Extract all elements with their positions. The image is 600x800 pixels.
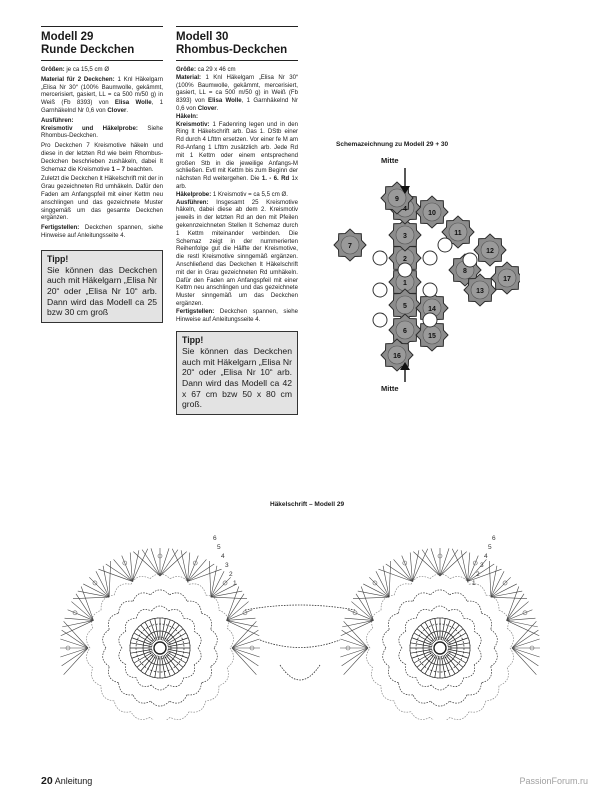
- chain-arc: [450, 712, 469, 720]
- chain-arc: [366, 628, 372, 648]
- chain-arc: [416, 678, 431, 687]
- stitch-top: [181, 665, 185, 670]
- fan-stitch: [160, 550, 178, 576]
- chain-arc: [133, 593, 151, 601]
- chain-arc: [399, 632, 406, 649]
- stitch-top: [181, 626, 185, 631]
- fertigstellen-line: Fertigstellen: Deckchen spannen, siehe Hinweise auf Anleitungsseite 4.: [41, 224, 163, 239]
- chain-arc: [449, 695, 467, 703]
- chain-arc: [491, 648, 498, 667]
- tipp-box-30: [176, 331, 298, 415]
- chain-arc: [103, 648, 110, 667]
- stitch: [168, 649, 190, 653]
- stitch: [168, 643, 190, 647]
- fan-stitch: [452, 549, 467, 582]
- chain-arc: [432, 606, 449, 611]
- motif-ring: [429, 637, 451, 659]
- chain-arc: [189, 701, 206, 712]
- chain-arc: [187, 601, 201, 613]
- connector-ring: [423, 283, 437, 297]
- schema-number-14: 14: [428, 306, 436, 313]
- stitch-top: [415, 665, 419, 670]
- chain-arc: [86, 648, 92, 668]
- material-line: Material: 1 Knl Häkelgarn „Elisa Nr 30“ (100% Baumwolle, gekämmt, mercerisiert, gasiert, LL = ca 500 m/50 g) in Weiß (Fb 8393) von Elisa Wolle, 1 Garnhäkelnd Nr 0,6 von Clover.: [176, 73, 298, 112]
- chain-arc: [219, 668, 229, 686]
- kreismotiv-line: Kreismotiv: 1 Fadenring legen und in den Ring lt Häkelschrift arb. Das 1. DStb einer Rd durch 4 Lfttm ersetzen. Vor einer fe M am Rd-Anfang 1 Lfttm zusätzlich arb. Jede Rd mit 1 Kettm oder einem entsprechend großen Stb in die jeweilige Anfangs-M schließen. Evtl mit Kettm bis zum Beginn der nächsten Rd weitergehen. Die 1. - 6. Rd 1x arb.: [176, 120, 298, 190]
- round-label: 2: [229, 571, 233, 578]
- chain-arc: [474, 648, 481, 665]
- fan-stitch: [342, 630, 368, 648]
- schema-number-6: 6: [403, 328, 407, 335]
- tipp-text: Sie können das Deckchen auch mit Häkelgarn „Elisa Nr 20“ oder „Elisa Nr 10“ arb. Dann wird das Modell ca 25 bzw 30 cm groß: [47, 264, 157, 318]
- fan-stitch: [61, 620, 94, 635]
- chain-arc: [431, 701, 450, 706]
- stitch: [155, 618, 159, 640]
- fan-stitch: [422, 550, 440, 576]
- fan-stitch: [96, 571, 109, 597]
- chain-arc: [169, 593, 187, 601]
- mitte-bottom-label: Mitte: [381, 384, 399, 393]
- round-label: 2: [476, 571, 480, 578]
- schema-number-11: 11: [454, 230, 462, 237]
- schema-number-2: 2: [403, 256, 407, 263]
- motif-ring: [154, 642, 166, 654]
- chain-arc: [464, 665, 475, 678]
- chain-arc: [187, 683, 201, 695]
- rule: [176, 26, 298, 27]
- material-line: Material für 2 Deckchen: 1 Knl Häkelgarn „Elisa Nr 30“ (100% Baumwolle, gekämmt, mercerisiert, gasiert, LL = ca 500 m/50 g) in Weiß (Fb 8393) von Elisa Wolle, 1 Garnhäkelnd Nr 0,6 von Clover.: [41, 75, 164, 114]
- chain-arc: [184, 665, 195, 678]
- schema-number-4: 4: [403, 206, 407, 213]
- chain-arc: [108, 613, 118, 629]
- stitch-top: [457, 669, 462, 673]
- stitch-top: [135, 626, 139, 631]
- page-footer: [41, 775, 92, 787]
- tipp-title: Tipp!: [47, 253, 69, 264]
- schema-number-15: 15: [428, 333, 436, 340]
- chain-arc: [125, 618, 136, 631]
- stitch-top: [422, 672, 427, 675]
- rule: [41, 26, 163, 27]
- chain-arc: [201, 667, 211, 683]
- stitch: [161, 618, 165, 640]
- chain-arc: [211, 648, 218, 667]
- model-29-title: [41, 29, 163, 61]
- stitch: [448, 643, 470, 647]
- chain-arc: [103, 630, 110, 649]
- fan-stitch: [342, 648, 368, 666]
- schema-title: Schemazeichnung zu Modell 29 + 30: [336, 141, 449, 148]
- chain-arc: [194, 632, 201, 649]
- chain-arc: [394, 701, 411, 712]
- fan-stitch: [62, 630, 88, 648]
- chain-arc: [399, 648, 406, 665]
- chain-arc: [136, 678, 151, 687]
- pro-deckchen-line: Pro Deckchen 7 Kreismotive häkeln und diese in der letzten Rd wie beim Rhombus-Deckchen beschrieben zushäkeln, dabei lt Schemaz die Kreismotive 1 – 7 beachten.: [41, 142, 163, 173]
- chain-arc: [152, 685, 169, 690]
- chain-arc: [432, 685, 449, 690]
- joining-arc: [260, 640, 340, 648]
- stitch: [161, 656, 165, 678]
- fertigstellen-line: Fertigstellen: Deckchen spannen, siehe Hinweise auf Anleitungsseite 4.: [176, 307, 298, 323]
- round-label: 4: [221, 553, 225, 560]
- fan-stitch: [172, 549, 187, 582]
- stitch-top: [133, 660, 136, 665]
- stitch-top: [142, 621, 147, 624]
- round-label: 5: [488, 544, 492, 551]
- stitch: [130, 649, 152, 653]
- chain-arc: [449, 609, 464, 618]
- chain-arc: [449, 593, 467, 601]
- stitch-top: [464, 630, 467, 635]
- haekelprobe-line: Häkelprobe: 1 Kreismotiv = ca 5,5 cm Ø.: [176, 190, 288, 198]
- fan-stitch: [132, 550, 138, 581]
- fan-stitch: [412, 550, 418, 581]
- chain-arc: [114, 701, 131, 712]
- chain-arc: [381, 686, 394, 701]
- round-label: 1: [472, 580, 476, 587]
- stitch-top: [452, 621, 457, 624]
- fan-stitch: [507, 620, 540, 635]
- stitch: [410, 649, 432, 653]
- model-30-subheading: Rhombus-Deckchen: [176, 44, 288, 56]
- chain-arc: [507, 628, 513, 648]
- connector-ring: [463, 253, 477, 267]
- chain-arc: [211, 630, 218, 649]
- groesse-line: Größe: ca 29 x 46 cm: [176, 66, 236, 73]
- fan-stitch: [83, 584, 109, 597]
- stitch: [155, 656, 159, 678]
- chain-arc: [474, 632, 481, 649]
- round-label: 3: [225, 562, 229, 569]
- chain-arc: [372, 668, 382, 686]
- chain-arc: [119, 648, 126, 665]
- fan-stitch: [376, 571, 389, 597]
- round-label: 3: [480, 562, 484, 569]
- chain-arc: [416, 609, 431, 618]
- stitch-top: [184, 660, 187, 665]
- round-label: 1: [233, 580, 237, 587]
- fan-stitch: [440, 550, 458, 576]
- fan-stitch: [227, 620, 260, 635]
- chain-arc: [449, 678, 464, 687]
- chain-arc: [131, 576, 150, 584]
- chain-arc: [131, 712, 150, 720]
- tipp-box-29: [41, 250, 163, 323]
- stitch-top: [461, 626, 465, 631]
- fan-stitch: [211, 571, 224, 597]
- fan-stitch: [461, 550, 467, 581]
- chain-arc: [101, 686, 114, 701]
- stitch-top: [418, 669, 423, 673]
- schema-number-1: 1: [403, 280, 407, 287]
- stitch: [441, 656, 445, 678]
- connector-ring: [373, 283, 387, 297]
- schema-diagram: [320, 150, 520, 390]
- chain-arc: [92, 668, 102, 686]
- fan-stitch: [62, 620, 93, 626]
- stitch-top: [142, 672, 147, 675]
- tipp-text: Sie können das Deckchen auch mit Häkelgarn „Elisa Nr 20“ oder „Elisa Nr 10“ arb. Dann wird das Modell ca 42 x 67 cm bzw 50 x 80 cm groß.: [182, 346, 292, 410]
- fan-stitch: [227, 620, 258, 626]
- joining-arc: [280, 665, 320, 680]
- fan-stitch: [341, 620, 374, 635]
- stitch: [448, 649, 470, 653]
- chain-arc: [394, 584, 411, 595]
- chain-arc: [469, 701, 486, 712]
- chain-arc: [201, 613, 211, 629]
- stitch-top: [413, 630, 416, 635]
- tipp-title: Tipp!: [182, 335, 204, 346]
- section-name: Anleitung: [54, 776, 93, 786]
- chain-arc: [119, 601, 133, 613]
- model-30-heading: Modell 30: [176, 31, 229, 43]
- chain-arc: [481, 613, 491, 629]
- connector-ring: [438, 238, 452, 252]
- joining-arc: [245, 605, 355, 610]
- schema-number-16: 16: [393, 353, 401, 360]
- ausfuehren-line: Ausführen: Insgesamt 25 Kreismotive häkeln, dabei diese ab dem 2. Kreismotiv jeweils in der letzten Rd an den mit Pfeilen gekennzeichneten Stellen lt Schemaz durch 1 Kettm miteinander verbinden. Die Schemaz zeigt in der nummerierten Reihenfolge gut die Hälfte der Kreismotive, die restl Kreismotive sinngemäß ergänzen. Anschließend das Deckchen lt Häkelschrift mit der in Grau gezeichneten Rd umhäkeln. Dafür den Faden am Anfangspfeil mit einer Kettm neu anschlingen und das gezeichnete Muster sinngemäß um das Deckchen ergänzen.: [176, 198, 298, 307]
- chain-arc: [450, 576, 469, 584]
- model-29-column: [41, 26, 163, 323]
- schema-number-17: 17: [503, 276, 511, 283]
- kreismotiv-line: Kreismotiv und Häkelprobe: Siehe Rhombus-Deckchen.: [41, 124, 163, 140]
- chain-arc: [464, 618, 475, 631]
- stitch: [130, 643, 152, 647]
- schema-number-7: 7: [348, 243, 352, 250]
- chain-arc: [227, 648, 233, 668]
- stitch: [441, 618, 445, 640]
- connector-ring: [373, 251, 387, 265]
- chain-arc: [507, 648, 513, 668]
- stitch-top: [461, 665, 465, 670]
- model-29-heading: Modell 29: [41, 31, 94, 43]
- chain-arc: [399, 601, 413, 613]
- model-30-column: [176, 26, 298, 415]
- chain-arc: [133, 695, 151, 703]
- schema-number-9: 9: [395, 196, 399, 203]
- chain-arc: [467, 601, 481, 613]
- chain-arc: [125, 665, 136, 678]
- fan-stitch: [512, 648, 538, 666]
- fan-stitch: [181, 550, 187, 581]
- connector-ring: [398, 263, 412, 277]
- stitch-top: [138, 623, 143, 627]
- stitch-top: [133, 630, 136, 635]
- stitch-top: [418, 623, 423, 627]
- chain-arc: [194, 648, 201, 665]
- fan-stitch: [62, 648, 88, 666]
- model-30-instructions: [176, 66, 298, 323]
- watermark: PassionForum.ru: [519, 776, 588, 786]
- stitch: [435, 656, 439, 678]
- chain-arc: [206, 686, 219, 701]
- chain-arc: [411, 576, 430, 584]
- round-label: 6: [213, 535, 217, 542]
- motif-ring: [149, 637, 171, 659]
- chain-arc: [184, 618, 195, 631]
- stitch-top: [172, 621, 177, 624]
- connector-ring: [423, 313, 437, 327]
- schema-number-10: 10: [428, 210, 436, 217]
- page-number: 20: [41, 775, 53, 787]
- chain-arc: [430, 717, 450, 720]
- stitch: [435, 618, 439, 640]
- chain-arc: [170, 712, 189, 720]
- chain-arc: [399, 683, 413, 695]
- groessen-line: Größen: je ca 15,5 cm Ø: [41, 66, 110, 73]
- chain-arc: [411, 712, 430, 720]
- connector-ring: [373, 313, 387, 327]
- model-29-instructions: [41, 66, 163, 240]
- chain-arc: [136, 609, 151, 618]
- haekelschrift-title: Häkelschrift – Modell 29: [270, 501, 345, 508]
- fan-stitch: [507, 620, 538, 626]
- schema-number-12: 12: [486, 248, 494, 255]
- chain-arc: [86, 628, 92, 648]
- fan-stitch: [142, 550, 160, 576]
- chain-arc: [169, 609, 184, 618]
- chain-arc: [383, 630, 390, 649]
- chain-arc: [491, 630, 498, 649]
- schema-number-5: 5: [403, 303, 407, 310]
- crochet-motif-right: [340, 548, 540, 720]
- chain-arc: [151, 701, 170, 706]
- chain-arc: [170, 576, 189, 584]
- chain-arc: [366, 648, 372, 668]
- chain-arc: [405, 618, 416, 631]
- chain-arc: [119, 632, 126, 649]
- chain-arc: [189, 584, 206, 595]
- chain-arc: [499, 668, 509, 686]
- model-30-title: [176, 29, 298, 61]
- chain-arc: [150, 717, 170, 720]
- mitte-top-label: Mitte: [381, 156, 399, 165]
- ausfuehren-heading: Ausführen:: [41, 116, 74, 124]
- chain-arc: [388, 613, 398, 629]
- chain-arc: [388, 667, 398, 683]
- stitch-top: [184, 630, 187, 635]
- stitch-top: [452, 672, 457, 675]
- fan-stitch: [232, 630, 258, 648]
- round-label: 4: [484, 553, 488, 560]
- haekeln-heading: Häkeln:: [176, 112, 199, 120]
- fan-stitch: [232, 648, 258, 666]
- chain-arc: [413, 593, 431, 601]
- chain-arc: [467, 683, 481, 695]
- stitch-top: [177, 623, 182, 627]
- fan-stitch: [512, 630, 538, 648]
- zuletzt-line: Zuletzt die Deckchen lt Häkelschrift mit der in Grau gezeichneten Rd umhäkeln. Dafür den Faden am Anfangspfeil mit einer Kettm neu anschlingen und das gezeichnete Muster singgemäß um das gesamte Deckchen ergänzen.: [41, 175, 163, 222]
- chain-arc: [151, 590, 170, 595]
- schema-number-13: 13: [476, 288, 484, 295]
- chain-arc: [481, 667, 491, 683]
- stitch-top: [415, 626, 419, 631]
- chain-arc: [169, 678, 184, 687]
- model-29-subheading: Runde Deckchen: [41, 44, 135, 56]
- fan-stitch: [491, 584, 517, 597]
- schema-number-3: 3: [403, 233, 407, 240]
- schema-motifs: [334, 182, 520, 371]
- fan-stitch: [342, 620, 373, 626]
- chain-arc: [114, 584, 131, 595]
- stitch-top: [138, 669, 143, 673]
- fan-stitch: [491, 571, 504, 597]
- fan-stitch: [363, 584, 389, 597]
- schema-number-8: 8: [463, 268, 467, 275]
- chain-arc: [169, 695, 187, 703]
- chain-arc: [486, 686, 499, 701]
- chain-arc: [108, 667, 118, 683]
- chain-arc: [431, 590, 450, 595]
- motif-ring: [434, 642, 446, 654]
- stitch-top: [457, 623, 462, 627]
- chain-arc: [227, 628, 233, 648]
- stitch-top: [177, 669, 182, 673]
- stitch: [410, 643, 432, 647]
- chain-arc: [413, 695, 431, 703]
- chain-arc: [119, 683, 133, 695]
- round-label: 6: [492, 535, 496, 542]
- stitch-top: [422, 621, 427, 624]
- chain-arc: [405, 665, 416, 678]
- round-label: 5: [217, 544, 221, 551]
- stitch-top: [172, 672, 177, 675]
- stitch-top: [135, 665, 139, 670]
- connector-ring: [423, 251, 437, 265]
- chain-arc: [383, 648, 390, 667]
- chain-arc: [152, 606, 169, 611]
- stitch-top: [413, 660, 416, 665]
- stitch-top: [464, 660, 467, 665]
- crochet-chart: [30, 480, 570, 720]
